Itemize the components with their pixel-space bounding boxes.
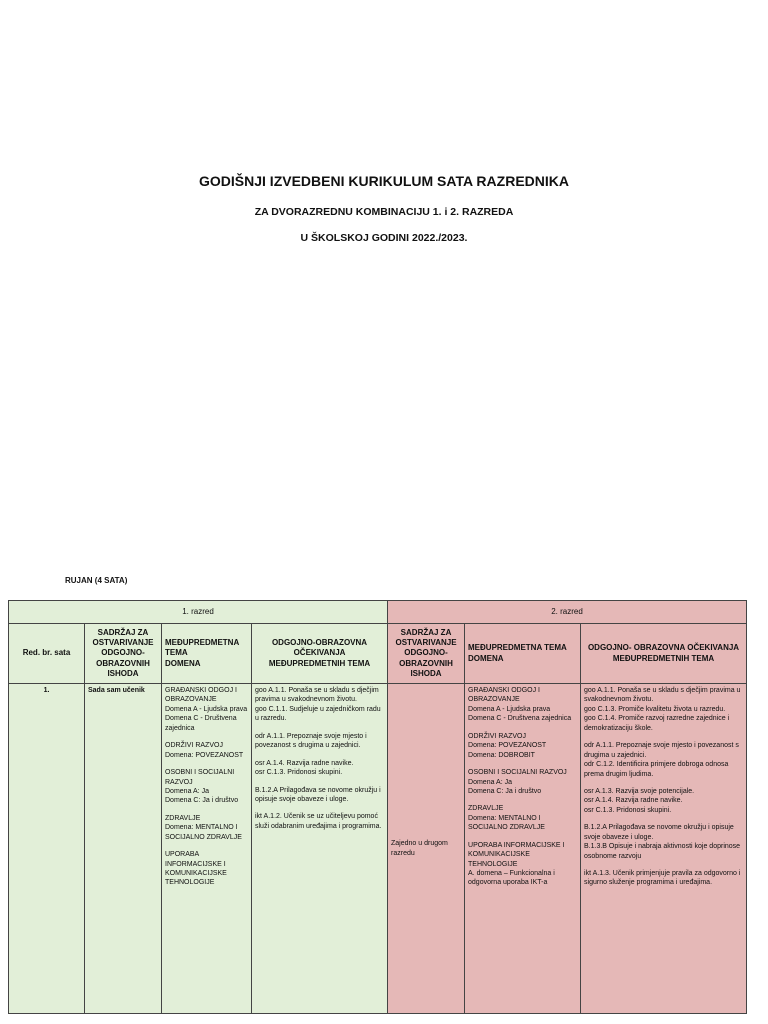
list-item: OSOBNI I SOCIJALNI RAZVOJ <box>165 769 237 786</box>
spacer <box>468 833 577 841</box>
list-item: B.1.2.A Prilagođava se novome okružju i opisuje svoje obaveze i uloge. <box>584 824 736 841</box>
spacer <box>468 760 577 768</box>
list-item: goo A.1.1. Ponaša se u skladu s dječjim pravima u svakodnevnom životu. <box>584 687 743 704</box>
list-item: B.1.2.A Prilagođava se novome okružju i opisuje svoje obaveze i uloge. <box>255 786 383 803</box>
list-item: GRAĐANSKI ODGOJ I OBRAZOVANJE <box>165 687 239 704</box>
spacer <box>165 842 248 850</box>
spacer <box>584 733 743 741</box>
list-item: ikt A.1.3. Učenik primjenjuje pravila za odgovorno i sigurno služenje programima i uređajima. <box>584 870 743 887</box>
list-item: Domena: DOBROBIT <box>468 751 535 759</box>
col-expectations-grade2: ODGOJNO- OBRAZOVNA OČEKIVANJA MEĐUPREDMETNIH TEMA <box>581 624 747 684</box>
list-item: Domena: MENTALNO I SOCIJALNO ZDRAVLJE <box>165 824 242 841</box>
expectations-grade1 <box>252 684 388 1014</box>
list-item: Domena C: Ja i društvo <box>165 797 239 805</box>
expectations-grade2 <box>581 684 747 1014</box>
grade2-header: 2. razred <box>388 601 747 624</box>
col-content-grade1: SADRŽAJ ZA OSTVARIVANJE ODGOJNO-OBRAZOVNIH ISHODA <box>85 624 162 684</box>
list-item: Domena: MENTALNO I SOCIJALNO ZDRAVLJE <box>468 814 545 832</box>
list-item: goo C.1.1. Sudjeluje u zajedničkom radu u razredu. <box>255 705 383 723</box>
col-topic-grade2: MEĐUPREDMETNA TEMA DOMENA <box>465 624 581 684</box>
list-item: osr A.1.4. Razvija radne navike. <box>584 797 683 805</box>
list-item: ZDRAVLJE <box>165 814 201 822</box>
list-item: UPORABA INFORMACIJSKE I KOMUNIKACIJSKE TEHNOLOGIJE <box>468 841 567 868</box>
col-content-grade2: SADRŽAJ ZA OSTVARIVANJE ODGOJNO-OBRAZOVNIH ISHODA <box>388 624 465 684</box>
document-subtitle-year: U ŠKOLSKOJ GODINI 2022./2023. <box>300 232 468 244</box>
spacer <box>165 760 248 768</box>
content-grade1: Sada sam učenik <box>85 684 162 1014</box>
spacer <box>255 778 384 786</box>
lesson-number: 1. <box>9 684 85 1014</box>
spacer <box>255 724 384 732</box>
month-label: RUJAN (4 SATA) <box>65 576 128 585</box>
list-item: osr C.1.3. Pridonosi skupini. <box>584 806 672 814</box>
col-lesson-number: Red. br. sata <box>9 624 85 684</box>
list-item: ikt A.1.2. Učenik se uz učiteljevu pomoć služi odabranim uređajima i programima. <box>255 813 382 830</box>
spacer <box>255 804 384 812</box>
list-item: Domena C - Društvena zajednica <box>165 715 239 732</box>
list-item: UPORABA INFORMACIJSKE I KOMUNIKACIJSKE TEHNOLOGIJE <box>165 851 229 887</box>
spacer <box>468 724 577 732</box>
list-item: Domena: POVEZANOST <box>165 751 244 759</box>
list-item: ODRŽIVI RAZVOJ <box>468 732 526 740</box>
list-item: goo A.1.1. Ponaša se u skladu s dječjim pravima u svakodnevnom životu. <box>255 687 381 704</box>
list-item: Domena A: Ja <box>468 778 512 786</box>
list-item: goo C.1.3. Promiče kvalitetu života u razredu. <box>584 705 726 713</box>
list-item: ZDRAVLJE <box>468 805 504 813</box>
list-item: Domena C: Ja i društvo <box>468 787 542 795</box>
document-subtitle-class: ZA DVORAZREDNU KOMBINACIJU 1. i 2. RAZREDA <box>254 206 514 218</box>
list-item: odr A.1.1. Prepoznaje svoje mjesto i povezanost s drugima u zajednici. <box>584 742 741 759</box>
list-item: odr A.1.1. Prepoznaje svoje mjesto i povezanost s drugima u zajednici. <box>255 732 369 750</box>
list-item: OSOBNI I SOCIJALNI RAZVOJ <box>468 769 567 777</box>
grade1-header: 1. razred <box>9 601 388 624</box>
list-item: goo C.1.4. Promiče razvoj razredne zajednice i demokratizaciju škole. <box>584 715 732 732</box>
spacer <box>468 796 577 804</box>
list-item: Domena A: Ja <box>165 787 209 795</box>
list-item: Domena: POVEZANOST <box>468 742 547 750</box>
list-item: ODRŽIVI RAZVOJ <box>165 742 223 750</box>
content-grade2: Zajedno u drugom razredu <box>388 684 465 1014</box>
list-item: GRAĐANSKI ODGOJ I OBRAZOVANJE <box>468 687 542 704</box>
col-expectations-grade1: ODGOJNO-OBRAZOVNA OČEKIVANJA MEĐUPREDMETNIH TEMA <box>252 624 388 684</box>
list-item: osr A.1.3. Razvija svoje potencijale. <box>584 787 695 795</box>
spacer <box>255 751 384 759</box>
list-item: B.1.3.B Opisuje i nabraja aktivnosti koje doprinose osobnome razvoju <box>584 843 743 860</box>
spacer <box>584 779 743 787</box>
spacer <box>165 806 248 814</box>
topics-grade1 <box>162 684 252 1014</box>
list-item: Domena A - Ljudska prava <box>165 705 248 713</box>
spacer <box>584 861 743 869</box>
col-topic-grade1: MEĐUPREDMETNA TEMA DOMENA <box>162 624 252 684</box>
topics-grade2 <box>465 684 581 1014</box>
list-item: osr C.1.3. Pridonosi skupini. <box>255 769 343 777</box>
curriculum-table <box>8 600 747 1014</box>
table-row <box>9 684 747 1014</box>
list-item: Domena C - Društvena zajednica <box>468 715 572 723</box>
list-item: A. domena – Funkcionalna i odgovorna uporaba IKT-a <box>468 870 557 887</box>
list-item: Domena A - Ljudska prava <box>468 705 551 713</box>
list-item: osr A.1.4. Razvija radne navike. <box>255 759 354 767</box>
document-title: GODIŠNJI IZVEDBENI KURIKULUM SATA RAZREDNIKA <box>199 173 569 189</box>
list-item: odr C.1.2. Identificira primjere dobroga odnosa prema drugim ljudima. <box>584 761 731 778</box>
spacer <box>165 733 248 741</box>
spacer <box>584 815 743 823</box>
